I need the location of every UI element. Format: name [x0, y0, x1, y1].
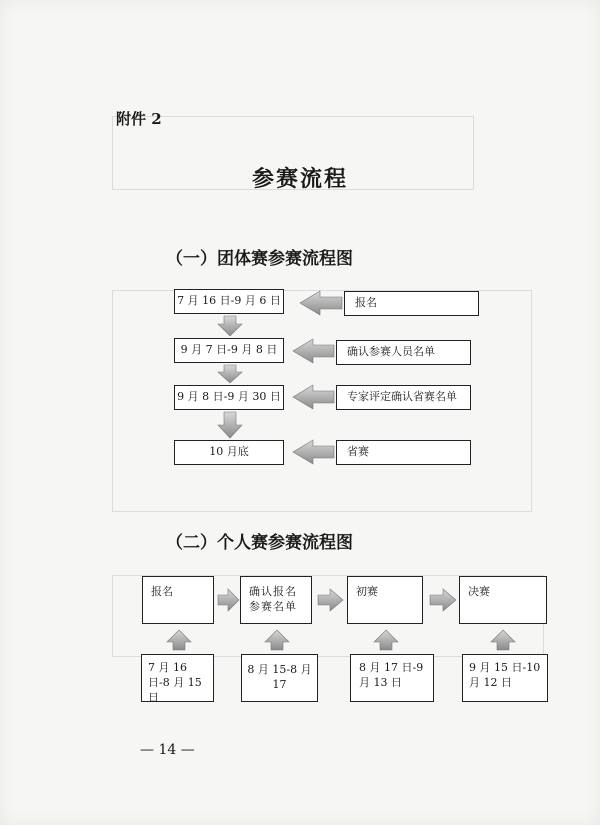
- arrow-up-icon: [265, 630, 289, 650]
- team-date-box-2: 9 月 7 日-9 月 8 日: [174, 338, 284, 363]
- individual-stage-box-3: 初赛: [347, 576, 423, 624]
- arrow-up-icon: [167, 630, 191, 650]
- individual-stage-box-4: 决赛: [459, 576, 547, 624]
- page-title: 参赛流程: [251, 166, 348, 192]
- team-step-box-1: 报名: [344, 291, 479, 316]
- team-step-box-3: 专家评定确认省赛名单: [336, 385, 471, 410]
- individual-date-box-4: 9 月 15 日-10 月 12 日: [462, 654, 548, 702]
- team-flow-heading: （一）团体赛参赛流程图: [166, 249, 353, 269]
- attachment-label: 附件 2: [116, 110, 162, 128]
- team-step-box-4: 省赛: [336, 440, 471, 465]
- team-step-box-2: 确认参赛人员名单: [336, 340, 471, 365]
- individual-flow-heading: （二）个人赛参赛流程图: [166, 533, 353, 553]
- arrow-right-icon: [318, 589, 343, 611]
- team-date-box-4: 10 月底: [174, 440, 284, 465]
- arrow-right-icon: [430, 589, 456, 611]
- arrow-up-icon: [374, 630, 398, 650]
- individual-stage-box-1: 报名: [142, 576, 214, 624]
- team-date-box-1: 7 月 16 日-9 月 6 日: [174, 289, 284, 314]
- individual-stage-box-2: 确认报名参赛名单: [240, 576, 312, 624]
- arrow-up-icon: [491, 630, 515, 650]
- team-date-box-3: 9 月 8 日-9 月 30 日: [174, 385, 284, 410]
- individual-date-box-3: 8 月 17 日-9 月 13 日: [350, 654, 434, 702]
- individual-date-box-1: 7 月 16 日-8 月 15 日: [141, 654, 214, 702]
- individual-date-box-2: 8 月 15-8 月 17: [241, 654, 318, 702]
- arrow-right-icon: [218, 589, 239, 611]
- page-number: — 14 —: [140, 742, 195, 758]
